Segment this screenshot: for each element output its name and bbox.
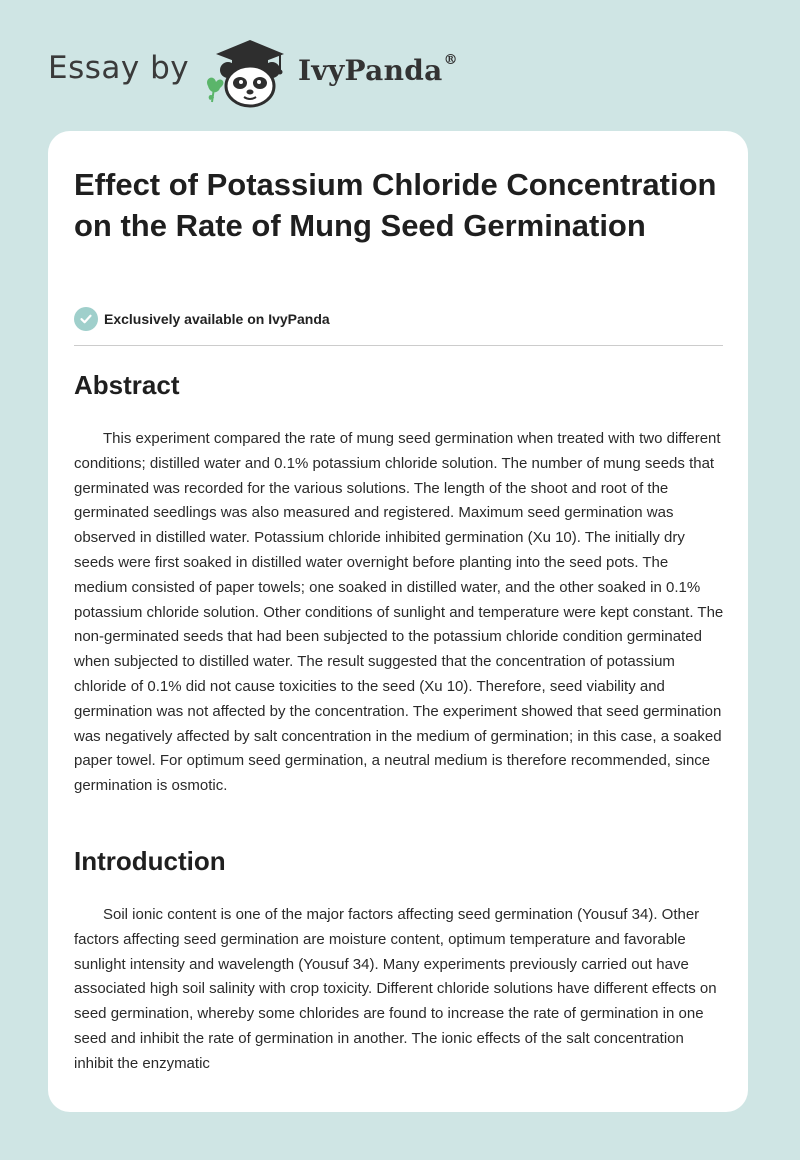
exclusive-badge-label: Exclusively available on IvyPanda xyxy=(104,311,330,327)
section-heading-introduction: Introduction xyxy=(74,846,226,876)
article-card xyxy=(48,131,748,1112)
brand-name: IvyPanda xyxy=(298,54,443,87)
check-circle-icon xyxy=(74,307,98,331)
exclusive-badge xyxy=(74,307,330,331)
section-text-abstract: This experiment compared the rate of mung seed germination when treated with two different conditions; distilled water and 0.1% potassium chloride solution. The number of mung seeds that germinated was recorded for the various solutions. The length of the shoot and root of the germinated seedlings was also measured and registered. Maximum seed germination was observed in distilled water. Potassium chloride inhibited germination (Xu 10). The initially dry seeds were first soaked in distilled water overnight before planting into the seed pots. The medium consisted of paper towels; one soaked in distilled water, and the other soaked in 0.1% potassium chloride solution. Other conditions of sunlight and temperature were kept constant. The non-germinated seeds that had been subjected to the potassium chloride condition germinated when subjected to distilled water. The result suggested that the concentration of potassium chloride of 0.1% did not cause toxicities to the seed (Xu 10). Therefore, seed viability and germination was not affected by the concentration. The experiment showed that seed germination was negatively affected by salt concentration in the medium of germination; in this case, a soaked paper towel. For optimum seed germination, a neutral medium is therefore recommended, since germination is osmotic. xyxy=(74,430,724,795)
ivypanda-logo-icon[interactable] xyxy=(200,36,292,108)
ivypanda-wordmark[interactable] xyxy=(298,54,458,87)
essay-by-label: Essay by xyxy=(48,50,190,86)
title-divider xyxy=(74,345,723,346)
section-text-introduction: Soil ionic content is one of the major factors affecting seed germination (Yousuf 34). Other factors affecting seed germination are moisture content, optimum temperature and favorable sunlight intensity and wavelength (Yousuf 34). Many experiments previously carried out have associated high soil salinity with crop toxicity. Different chloride solutions have different effects on seed germination, whereby some chlorides are found to increase the rate of germination in one seed and inhibit the rate of germination in another. The ionic effects of the salt concentration inhibit the enzymatic xyxy=(74,906,717,1072)
site-header xyxy=(0,0,800,130)
registered-mark: ® xyxy=(443,52,458,68)
article-title: Effect of Potassium Chloride Concentration on the Rate of Mung Seed Germination xyxy=(74,167,717,243)
section-heading-abstract: Abstract xyxy=(74,370,180,400)
